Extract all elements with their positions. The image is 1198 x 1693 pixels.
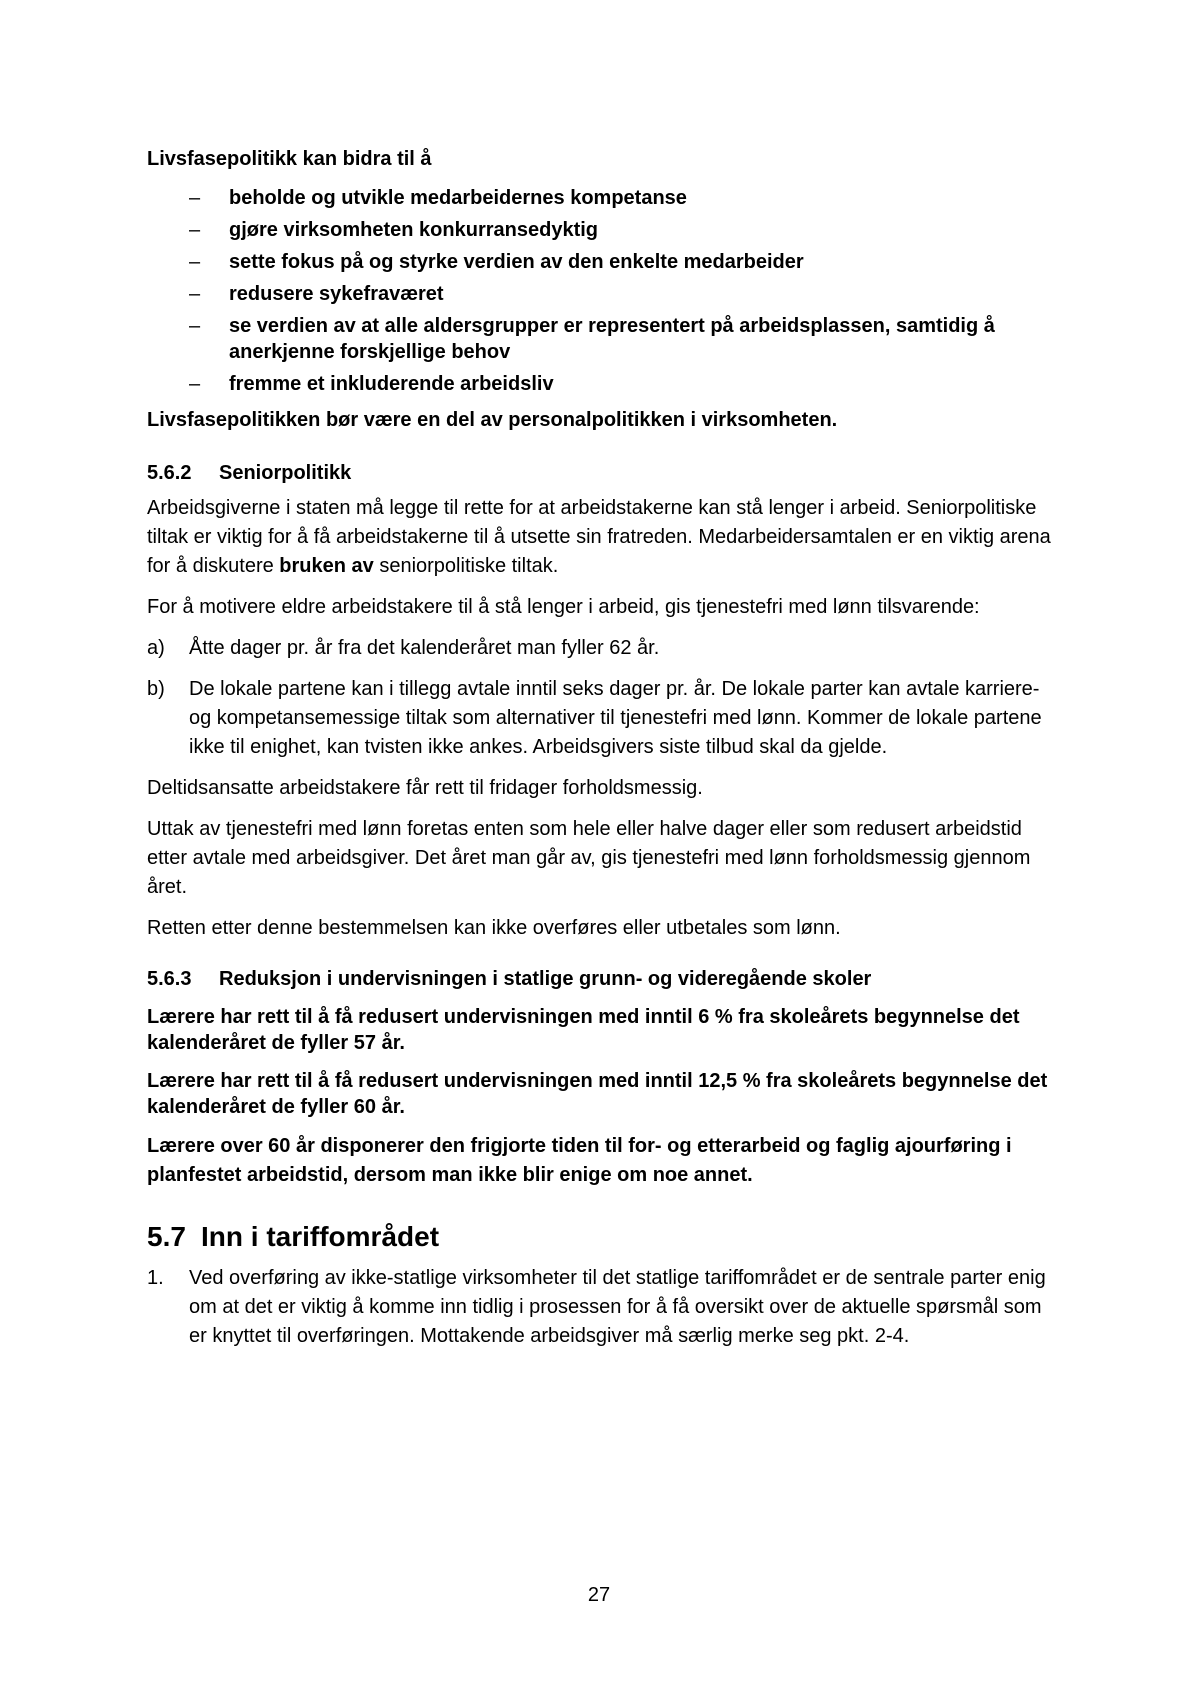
- list-item: – gjøre virksomheten konkurransedyktig: [189, 219, 599, 241]
- list-item: – sette fokus på og styrke verdien av den enkelte medarbeider: [189, 251, 804, 273]
- livsfase-conclusion: Livsfasepolitikken bør være en del av personalpolitikken i virksomheten.: [147, 409, 838, 431]
- section-title: Reduksjon i undervisningen i statlige grunn- og videregående skoler: [219, 968, 872, 990]
- dash-marker: –: [189, 251, 201, 273]
- dash-list: [147, 185, 1057, 397]
- paragraph: Deltidsansatte arbeidstakere får rett til fridager forholdsmessig.: [147, 777, 703, 799]
- bold-paragraph: Lærere har rett til å få redusert undervisningen med inntil 12,5 % fra skoleårets begynnelse det kalenderåret de fyller 60 år.: [147, 1070, 1048, 1118]
- paragraph: Arbeidsgiverne i staten må legge til rette for at arbeidstakerne kan stå lenger i arbeid. Seniorpolitiske tiltak er viktig for å få arbeidstakerne til å utsette sin fratreden. Medarbeidersamtalen er en viktig arena for å diskutere bruken av seniorpolitiske tiltak.: [147, 497, 1051, 577]
- document-page: [147, 145, 1057, 1363]
- list-marker: a): [147, 637, 165, 659]
- numbered-list-item: [147, 1264, 1057, 1351]
- section-heading-5-6-2: [147, 459, 1057, 488]
- dash-marker: –: [189, 373, 201, 395]
- paragraph: Uttak av tjenestefri med lønn foretas enten som hele eller halve dager eller som redusert arbeidstid etter avtale med arbeidsgiver. Det året man går av, gis tjenestefri med lønn forholdsmessig gjennom året.: [147, 818, 1031, 898]
- section-title: Inn i tariffområdet: [201, 1221, 440, 1252]
- list-item: – se verdien av at alle aldersgrupper er representert på arbeidsplassen, samtidig å anerkjenne forskjellige behov: [189, 315, 995, 363]
- section-number: 5.6.2: [147, 462, 192, 484]
- alpha-list-item: [147, 634, 1057, 663]
- section-heading-5-7: [147, 1220, 1057, 1254]
- list-item-text: De lokale partene kan i tillegg avtale inntil seks dager pr. år. De lokale parter kan avtale karriere- og kompetansemessige tiltak som alternativer til tjenestefri med lønn. Kommer de lokale partene ikke til enighet, kan tvisten ikke ankes. Arbeidsgivers siste tilbud skal da gjelde.: [189, 678, 1042, 758]
- dash-marker: –: [189, 315, 201, 337]
- list-item: – redusere sykefraværet: [189, 283, 444, 305]
- section-title: Seniorpolitikk: [219, 462, 352, 484]
- page-number: 27: [587, 1584, 611, 1606]
- list-item: – fremme et inkluderende arbeidsliv: [189, 373, 554, 395]
- list-marker: b): [147, 678, 165, 700]
- list-item: – beholde og utvikle medarbeidernes kompetanse: [189, 187, 687, 209]
- section-heading-5-6-3: [147, 965, 1057, 994]
- paragraph: Retten etter denne bestemmelsen kan ikke overføres eller utbetales som lønn.: [147, 917, 841, 939]
- dash-marker: –: [189, 283, 201, 305]
- bold-paragraph: Lærere over 60 år disponerer den frigjorte tiden til for- og etterarbeid og faglig ajourføring i planfestet arbeidstid, dersom man ikke blir enige om noe annet.: [147, 1135, 1012, 1186]
- alpha-list-item: [147, 675, 1057, 762]
- bold-paragraph: Lærere har rett til å få redusert undervisningen med inntil 6 % fra skoleårets begynnelse det kalenderåret de fyller 57 år.: [147, 1006, 1020, 1054]
- paragraph: For å motivere eldre arbeidstakere til å stå lenger i arbeid, gis tjenestefri med lønn tilsvarende:: [147, 596, 980, 618]
- section-number: 5.7: [147, 1221, 186, 1252]
- dash-marker: –: [189, 187, 201, 209]
- dash-marker: –: [189, 219, 201, 241]
- section-number: 5.6.3: [147, 968, 192, 990]
- list-item-text: Åtte dager pr. år fra det kalenderåret man fyller 62 år.: [189, 637, 660, 659]
- list-item-text: Ved overføring av ikke-statlige virksomheter til det statlige tariffområdet er de sentrale parter enig om at det er viktig å komme inn tidlig i prosessen for å få oversikt over de aktuelle spørsmål som er knyttet til overføringen. Mottakende arbeidsgiver må særlig merke seg pkt. 2-4.: [189, 1267, 1046, 1347]
- list-marker: 1.: [147, 1267, 164, 1289]
- intro-heading: Livsfasepolitikk kan bidra til å: [147, 148, 432, 170]
